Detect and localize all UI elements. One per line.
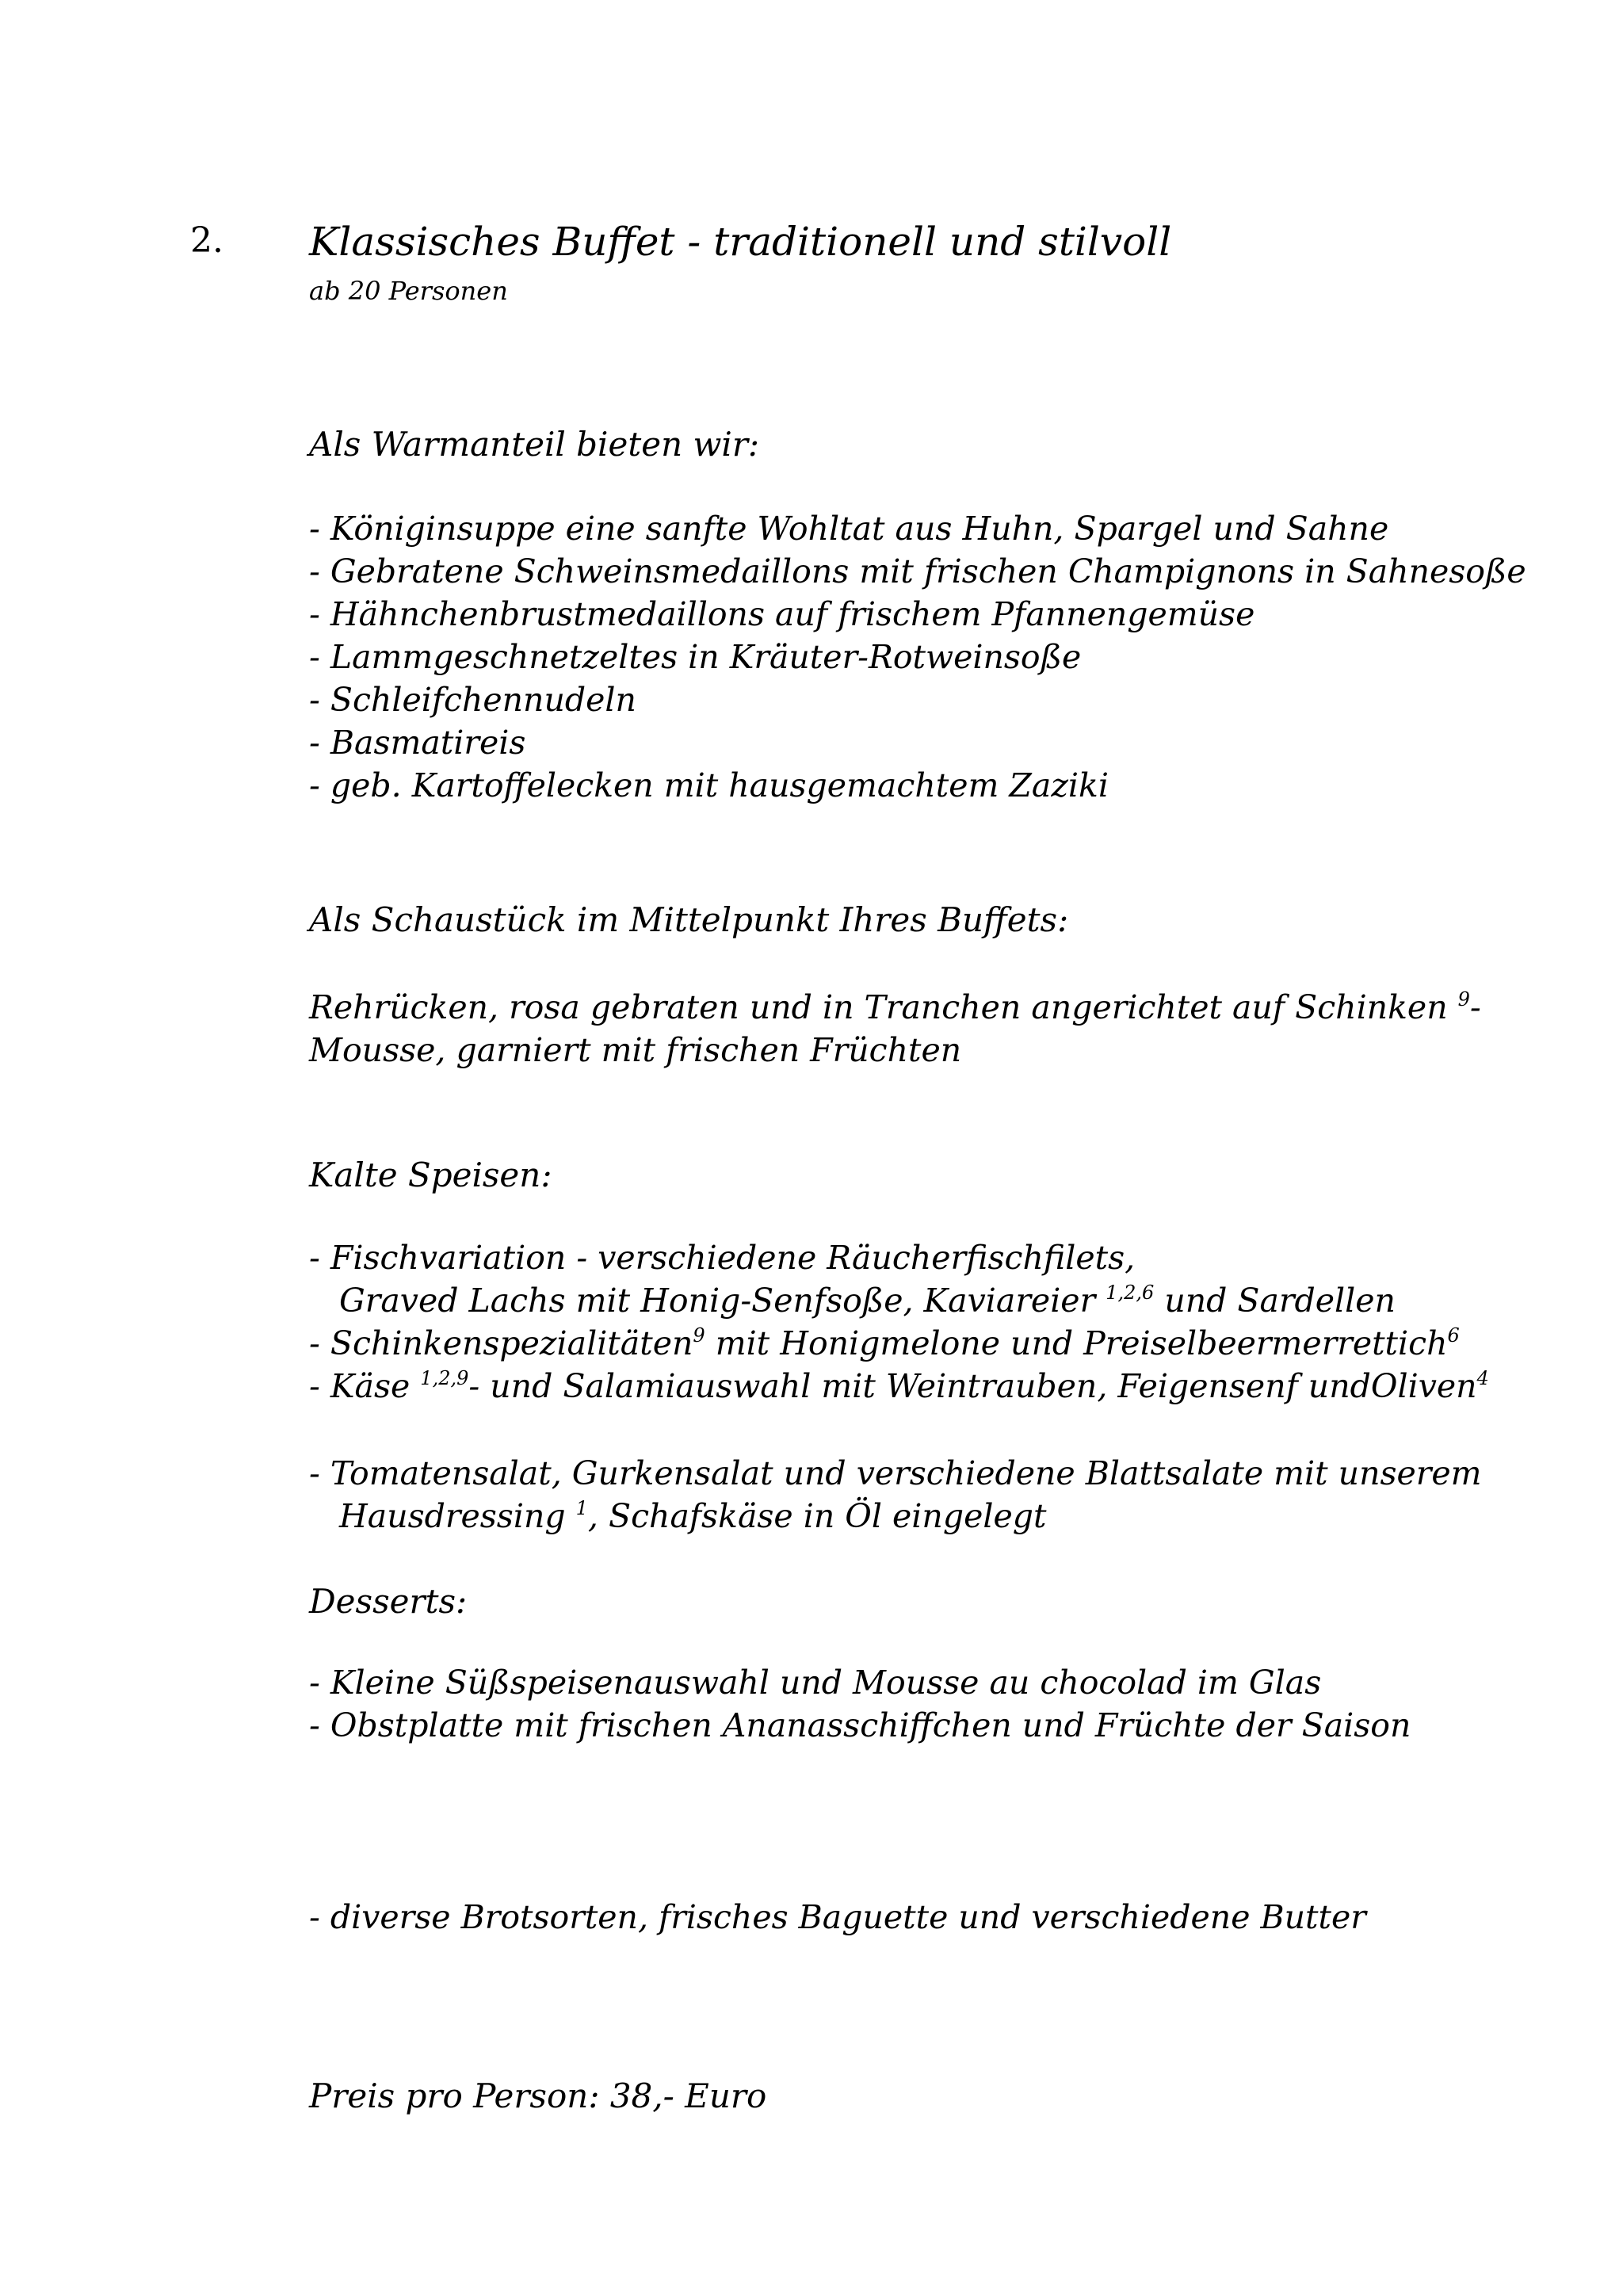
list-item: - geb. Kartoffelecken mit hausgemachtem Zaziki (309, 766, 1109, 804)
cold-section (309, 1156, 1577, 1194)
list-item: - Schinkenspezialitäten$^9$ mit Honigmelone und Preiselbeermerrettich$^6$ (309, 1324, 1460, 1362)
cold-heading: Kalte Speisen: (309, 1156, 552, 1194)
warm-list (309, 507, 1577, 807)
list-item: - Obstplatte mit frischen Ananasschiffchen und Früchte der Saison (309, 1706, 1411, 1744)
warm-section (309, 425, 1577, 464)
desserts-heading: Desserts: (309, 1582, 468, 1621)
showpiece-section (309, 900, 1577, 939)
showpiece-line: Mousse, garniert mit frischen Früchten (309, 1031, 962, 1069)
bread-line (309, 1896, 1577, 1939)
warm-heading: Als Warmanteil bieten wir: (309, 425, 760, 464)
showpiece-heading: Als Schaustück im Mittelpunkt Ihres Buffets: (309, 900, 1069, 939)
desserts-list (309, 1661, 1577, 1747)
price-text: Preis pro Person: 38,- Euro (309, 2076, 767, 2115)
list-item: - Hähnchenbrustmedaillons auf frischem Pfannengemüse (309, 595, 1255, 633)
page-title: Klassisches Buffet - traditionell und stilvoll (309, 219, 1172, 265)
desserts-section (309, 1582, 1577, 1621)
price-line (309, 2076, 1577, 2115)
list-item: - Gebratene Schweinsmedaillons mit frischen Champignons in Sahnesoße (309, 552, 1526, 590)
list-item: Graved Lachs mit Honig-Senfsoße, Kaviareier $^{1,2,6}$ und Sardellen (339, 1282, 1396, 1320)
list-item: - Schleifchennudeln (309, 681, 636, 719)
list-item: - diverse Brotsorten, frisches Baguette und verschiedene Butter (309, 1898, 1366, 1936)
list-item: - Kleine Süßspeisenauswahl und Mousse au chocolad im Glas (309, 1664, 1322, 1702)
cold-list (309, 1236, 1577, 1408)
showpiece-line: Rehrücken, rosa gebraten und in Tranchen angerichtet auf Schinken $^9$- (309, 988, 1481, 1026)
list-item: - Basmatireis (309, 724, 526, 762)
list-item: - Tomatensalat, Gurkensalat und verschiedene Blattsalate mit unserem (309, 1454, 1482, 1492)
list-item: - Fischvariation - verschiedene Räucherfischfilets, (309, 1239, 1136, 1277)
page-subtitle: ab 20 Personen (309, 276, 508, 306)
list-item: - Königinsuppe eine sanfte Wohltat aus Huhn, Spargel und Sahne (309, 510, 1389, 548)
list-item: - Käse $^{1,2,9}$- und Salamiauswahl mit Weintrauben, Feigensenf undOliven$^4$ (309, 1367, 1489, 1405)
salad-list (309, 1452, 1577, 1538)
list-item: - Lammgeschnetzeltes in Kräuter-Rotweinsoße (309, 638, 1082, 676)
showpiece-text (309, 986, 1577, 1072)
list-item: Hausdressing $^1$, Schafskäse in Öl eingelegt (339, 1497, 1047, 1535)
section-number: 2. (190, 220, 223, 261)
